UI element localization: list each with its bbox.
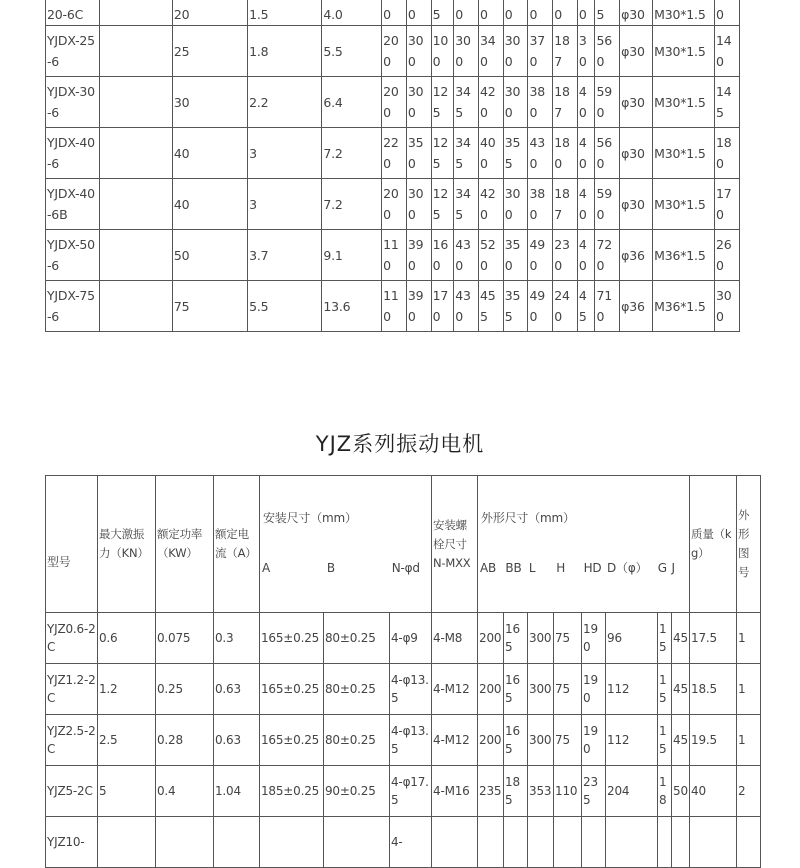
table-cell: 110 [554,766,582,817]
table-row [46,613,761,664]
table-cell [690,817,737,868]
table-cell: 345 [454,179,479,230]
table-cell: YJZ2.5-2C [46,715,98,766]
spec-table-yjz [45,475,761,868]
table-cell: 490 [528,230,553,281]
table-cell: 15 [658,715,672,766]
table-cell: 180 [715,128,740,179]
header-power: 额定功率（KW） [156,476,214,613]
table-cell: 75 [554,613,582,664]
table-cell: 40 [577,230,595,281]
table-cell: 370 [528,26,553,77]
table-cell: 0.075 [156,613,214,664]
table-cell: YJDX-40-6B [46,179,100,230]
table-cell: 75 [172,281,247,332]
table-cell: 125 [431,128,454,179]
table-cell: 390 [406,281,431,332]
table-cell [737,817,761,868]
table-cell: 300 [503,77,528,128]
header-hd: HD [583,561,602,575]
table-cell: 200 [478,664,504,715]
table-row [46,766,761,817]
table-cell: φ36 [620,281,653,332]
table-cell: 30 [577,26,595,77]
table-cell: 2.5 [98,715,156,766]
table-row [46,281,740,332]
table-cell [99,77,172,128]
table-cell [554,817,582,868]
table-cell: 18.5 [690,664,737,715]
table-cell: M30*1.5 [653,26,715,77]
table-cell [99,179,172,230]
table-cell: YJZ0.6-2C [46,613,98,664]
header-outline: 外形尺寸（mm） [481,511,575,525]
table-cell: YJZ1.2-2C [46,664,98,715]
table-cell: 390 [406,230,431,281]
install-group [260,476,432,613]
header-a: A [262,561,271,575]
table-cell: M30*1.5 [653,77,715,128]
table-cell: 3 [248,179,322,230]
table-cell: 185±0.25 [260,766,324,817]
table-cell: 6.4 [322,77,382,128]
table-cell: 350 [406,128,431,179]
table-cell [99,128,172,179]
table-cell: 3.7 [248,230,322,281]
table-cell: 125 [431,77,454,128]
table-cell: 5 [98,766,156,817]
table-cell: 355 [503,281,528,332]
table-cell: 9.1 [322,230,382,281]
table-cell: 235 [582,766,606,817]
table-cell: 1 [737,715,761,766]
table-cell: 300 [454,26,479,77]
table-cell: 300 [406,179,431,230]
table-cell: 0 [577,0,595,26]
table-cell: 5.5 [248,281,322,332]
table-cell: 165 [504,613,528,664]
table-cell [658,817,672,868]
table-cell: 300 [528,613,554,664]
table-cell: 13.6 [322,281,382,332]
table-cell: 140 [715,26,740,77]
table-cell: 490 [528,281,553,332]
table-cell: 0.3 [214,613,260,664]
table-cell: 0.4 [156,766,214,817]
header-force: 最大激振力（KN） [98,476,156,613]
header-install: 安装尺寸（mm） [263,511,357,525]
table-cell: 0.63 [214,715,260,766]
header-figno: 外形图号 [737,476,761,613]
table-cell: 40 [577,128,595,179]
table-cell: 50 [672,766,690,817]
table-cell: 2 [737,766,761,817]
table-cell [606,817,658,868]
table-cell: 180 [553,128,578,179]
header-mass: 质量（kg） [690,476,737,613]
table-cell: 40 [577,77,595,128]
table-cell: YJDX-30-6 [46,77,100,128]
table-cell: 15 [658,613,672,664]
table-cell: M36*1.5 [653,230,715,281]
table-cell: 45 [672,613,690,664]
table-cell: 300 [715,281,740,332]
table-cell: YJZ5-2C [46,766,98,817]
table-cell: φ30 [620,179,653,230]
table-cell: 235 [478,766,504,817]
table-cell: 45 [672,664,690,715]
table-cell [98,817,156,868]
table-cell: 1 [737,664,761,715]
table-cell: 7.2 [322,179,382,230]
table-cell: 40 [172,179,247,230]
table-cell: 160 [431,230,454,281]
table-cell: 40 [172,128,247,179]
table-cell: YJDX-75-6 [46,281,100,332]
table-cell: 165±0.25 [260,664,324,715]
table-cell: 75 [554,664,582,715]
table-cell: 590 [595,179,620,230]
table-cell: 100 [431,26,454,77]
table-cell [99,230,172,281]
outline-group [478,476,690,613]
table-row [46,715,761,766]
table-cell: 1.5 [248,0,322,26]
table-cell: 345 [454,128,479,179]
header-l: L [528,561,536,575]
table-cell: 20-6C [46,0,100,26]
table-cell: 4-M12 [432,664,478,715]
header-g: G [657,561,667,575]
table-cell: 4-φ13.5 [390,664,432,715]
table-cell: 420 [478,77,503,128]
table-cell: 260 [715,230,740,281]
table-cell: 1.04 [214,766,260,817]
table-cell: 190 [582,664,606,715]
table-cell: 96 [606,613,658,664]
table-cell: 187 [553,26,578,77]
table-cell: 165 [504,715,528,766]
table-cell: 7.2 [322,128,382,179]
table-cell: 5 [595,0,620,26]
table-cell: 1 [737,613,761,664]
table-cell: 0 [382,0,407,26]
table-cell: 380 [528,179,553,230]
table-cell: 5.5 [322,26,382,77]
table-cell: 17.5 [690,613,737,664]
table-cell: 230 [553,230,578,281]
table-cell: 170 [431,281,454,332]
table-cell: 0 [553,0,578,26]
table-cell: 165 [504,664,528,715]
table-cell: 110 [382,281,407,332]
header-nphi: N-φd [391,561,420,575]
table-cell: 200 [478,613,504,664]
table-cell: 380 [528,77,553,128]
table-cell: 430 [528,128,553,179]
table-cell: 353 [528,766,554,817]
table-cell: 3 [248,128,322,179]
table-cell: 45 [672,715,690,766]
table-cell: YJDX-40-6 [46,128,100,179]
table-row [46,77,740,128]
table-cell: 200 [382,77,407,128]
table-cell: 4-φ13.5 [390,715,432,766]
header-row [46,476,761,613]
table-cell: 0 [528,0,553,26]
table-cell: φ30 [620,0,653,26]
table-cell: 19.5 [690,715,737,766]
table-cell: 2.2 [248,77,322,128]
table-cell: 40 [577,179,595,230]
table-cell [478,817,504,868]
table-cell: 4-φ9 [390,613,432,664]
table-cell [99,281,172,332]
table-cell [672,817,690,868]
table-cell: 20 [172,0,247,26]
table-cell: 80±0.25 [324,613,390,664]
table-cell: 165±0.25 [260,613,324,664]
table-row [46,0,740,26]
table-cell: 40 [690,766,737,817]
table-cell: M36*1.5 [653,281,715,332]
table-cell: 1.2 [98,664,156,715]
table-cell: 25 [172,26,247,77]
header-model: 型号 [46,476,98,613]
spec-table-yjdx [45,0,740,332]
table-cell: 4- [390,817,432,868]
table-cell: 0.28 [156,715,214,766]
table-cell: YJZ10- [46,817,98,868]
table-cell: 340 [478,26,503,77]
table-cell: 720 [595,230,620,281]
table-cell: 1.8 [248,26,322,77]
table-cell: 80±0.25 [324,715,390,766]
table-cell [582,817,606,868]
table-cell: M30*1.5 [653,0,715,26]
table-cell: 0 [454,0,479,26]
table-row [46,179,740,230]
table-cell: 112 [606,715,658,766]
table-cell: 300 [503,26,528,77]
table-cell: 355 [503,128,528,179]
table-cell: 0.6 [98,613,156,664]
table-cell [214,817,260,868]
table-cell: 0 [503,0,528,26]
table-cell [432,817,478,868]
table-cell: 190 [582,715,606,766]
table-cell [324,817,390,868]
table-cell: 4-M12 [432,715,478,766]
table-row [46,128,740,179]
table-cell: 110 [382,230,407,281]
table-cell: φ30 [620,77,653,128]
table-cell: 200 [478,715,504,766]
table-cell [99,0,172,26]
table-cell: YJDX-50-6 [46,230,100,281]
table-cell: 590 [595,77,620,128]
table-cell: 190 [582,613,606,664]
table-cell: 18 [658,766,672,817]
table-cell: 45 [577,281,595,332]
table-cell: 400 [478,128,503,179]
table-cell: 420 [478,179,503,230]
header-d: D（φ） [607,561,648,575]
table-cell: 300 [528,715,554,766]
table-cell: 345 [454,77,479,128]
table-cell: 710 [595,281,620,332]
header-b: B [326,561,335,575]
section-title: YJZ系列振动电机 [315,432,485,456]
table-cell [504,817,528,868]
table-cell: 145 [715,77,740,128]
table-cell: 112 [606,664,658,715]
table-cell: 300 [406,77,431,128]
table-cell: φ36 [620,230,653,281]
table-cell: 300 [406,26,431,77]
table-cell: φ30 [620,128,653,179]
table-cell: 80±0.25 [324,664,390,715]
table-cell: 430 [454,281,479,332]
table-cell: 170 [715,179,740,230]
table-cell [156,817,214,868]
table-cell: 240 [553,281,578,332]
header-j: J [671,561,675,575]
table-cell: 125 [431,179,454,230]
table-cell: 4-φ17.5 [390,766,432,817]
header-h: H [556,561,566,575]
table-cell: 520 [478,230,503,281]
header-current: 额定电流（A） [214,476,260,613]
table-cell: 0 [406,0,431,26]
table-cell: 165±0.25 [260,715,324,766]
table-cell: 300 [503,179,528,230]
table-cell: 0 [715,0,740,26]
table-cell: 0.25 [156,664,214,715]
table-cell: 560 [595,128,620,179]
table-cell: 4-M8 [432,613,478,664]
table-cell: M30*1.5 [653,179,715,230]
table-cell: YJDX-25-6 [46,26,100,77]
table-cell: 455 [478,281,503,332]
table-cell: 4-M16 [432,766,478,817]
table-cell: 75 [554,715,582,766]
table-cell: 5 [431,0,454,26]
header-bolt: 安装螺栓尺寸 N-MXX [432,476,478,613]
table-cell: φ30 [620,26,653,77]
table-row [46,230,740,281]
table-row [46,817,761,868]
table-cell: 300 [528,664,554,715]
table-cell: 90±0.25 [324,766,390,817]
table-cell: 200 [382,179,407,230]
table-cell [528,817,554,868]
header-bb: BB [505,561,522,575]
table-cell: 50 [172,230,247,281]
table-cell [260,817,324,868]
table-cell: 204 [606,766,658,817]
table-cell: 0.63 [214,664,260,715]
table-cell: 200 [382,26,407,77]
table-row [46,664,761,715]
table-cell: 560 [595,26,620,77]
table-cell: 220 [382,128,407,179]
table-cell [99,26,172,77]
table-cell: 30 [172,77,247,128]
table-cell: 350 [503,230,528,281]
table-cell: 430 [454,230,479,281]
table-row [46,26,740,77]
table-cell: 185 [504,766,528,817]
table-cell: M30*1.5 [653,128,715,179]
table-cell: 4.0 [322,0,382,26]
table-cell: 187 [553,179,578,230]
header-ab: AB [480,561,497,575]
table-cell: 0 [478,0,503,26]
table-cell: 15 [658,664,672,715]
table-cell: 187 [553,77,578,128]
